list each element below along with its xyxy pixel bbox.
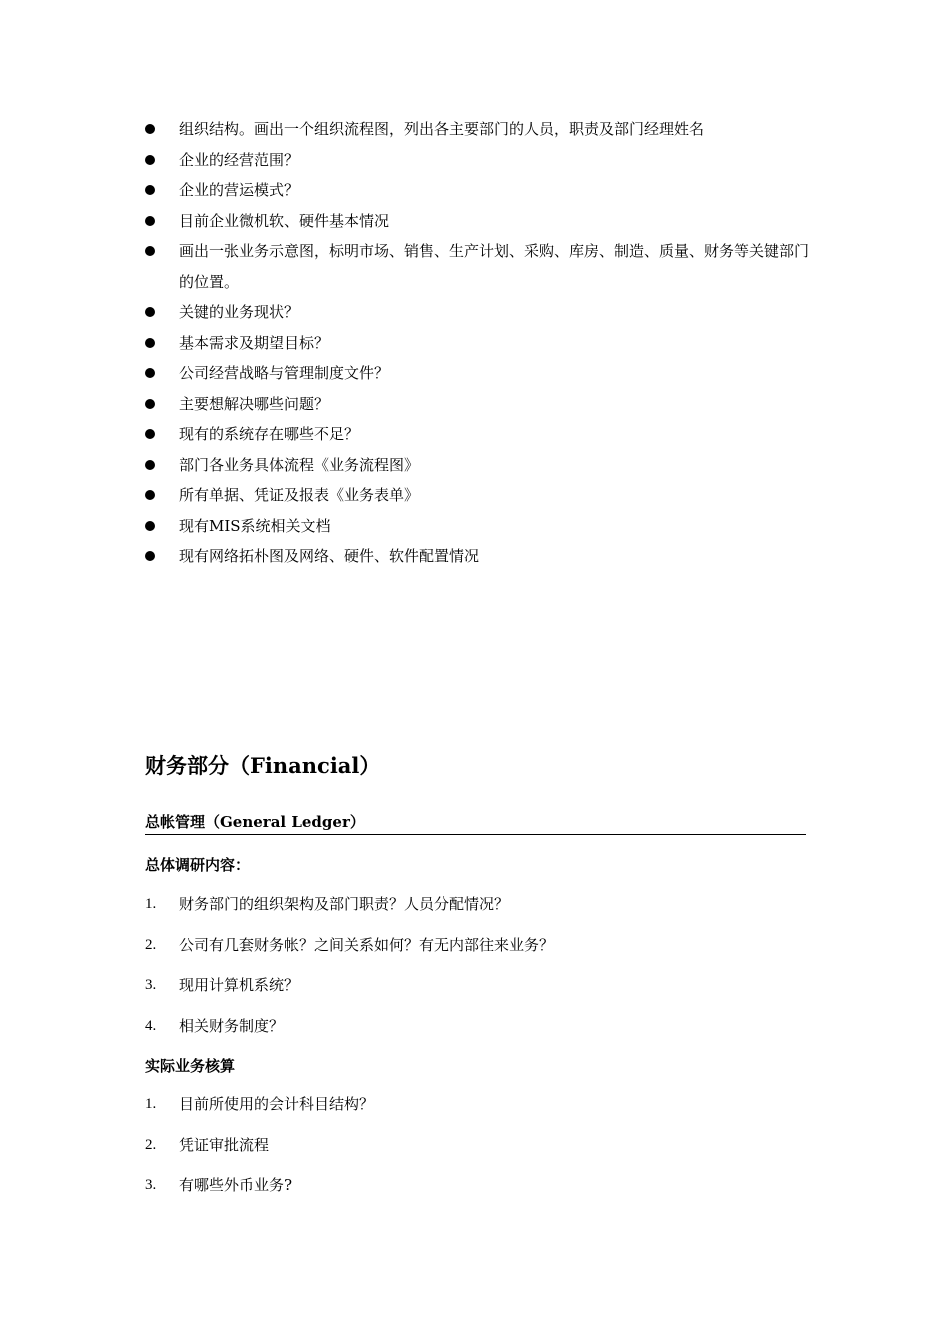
item-number: 3. <box>145 1177 157 1193</box>
overall-numbered-list <box>145 892 810 1054</box>
list-item: 基本需求及期望目标？ <box>145 328 810 359</box>
bullet-dot-icon <box>145 460 155 470</box>
accounting-numbered-list <box>145 1092 810 1214</box>
bullet-dot-icon <box>145 155 155 165</box>
item-number: 1. <box>145 896 157 912</box>
list-item: 部门各业务具体流程《业务流程图》 <box>145 450 810 481</box>
list-item: 画出一张业务示意图，标明市场、销售、生产计划、采购、库房、制造、质量、财务等关键部门的位置。 <box>145 236 810 297</box>
list-item <box>145 1133 810 1174</box>
bullet-dot-icon <box>145 551 155 561</box>
list-item <box>145 892 810 933</box>
subsection-title: 总帐管理（General Ledger） <box>145 810 806 835</box>
bullet-dot-icon <box>145 490 155 500</box>
bullet-dot-icon <box>145 185 155 195</box>
list-item: 主要想解决哪些问题？ <box>145 389 810 420</box>
bullet-dot-icon <box>145 338 155 348</box>
list-item <box>145 1173 810 1214</box>
list-item <box>145 1092 810 1133</box>
item-number: 2. <box>145 936 157 953</box>
item-number: 3. <box>145 977 157 993</box>
bullet-dot-icon <box>145 399 155 409</box>
item-number: 4. <box>145 1017 157 1034</box>
bullet-dot-icon <box>145 246 155 256</box>
list-item: 现有网络拓朴图及网络、硬件、软件配置情况 <box>145 541 810 572</box>
requirements-bullet-list <box>145 114 810 572</box>
bullet-dot-icon <box>145 368 155 378</box>
list-item: 所有单据、凭证及报表《业务表单》 <box>145 480 810 511</box>
group-heading-overall: 总体调研内容： <box>145 856 251 874</box>
bullet-dot-icon <box>145 521 155 531</box>
item-text: 现用计算机系统？ <box>179 976 300 994</box>
section-title: 财务部分（Financial） <box>145 753 381 778</box>
group-heading-accounting: 实际业务核算 <box>145 1057 236 1075</box>
list-item: 现有MIS系统相关文档 <box>145 511 810 542</box>
bullet-dot-icon <box>145 429 155 439</box>
item-text: 财务部门的组织架构及部门职责？人员分配情况？ <box>179 895 510 913</box>
list-item: 企业的经营范围？ <box>145 145 810 176</box>
bullet-dot-icon <box>145 216 155 226</box>
bullet-dot-icon <box>145 124 155 134</box>
bullet-dot-icon <box>145 307 155 317</box>
item-text: 目前所使用的会计科目结构？ <box>179 1095 375 1113</box>
item-text: 凭证审批流程 <box>179 1135 270 1154</box>
item-text: 相关财务制度？ <box>179 1016 285 1035</box>
item-number: 1. <box>145 1096 157 1112</box>
list-item: 关键的业务现状？ <box>145 297 810 328</box>
list-item <box>145 1014 810 1055</box>
list-item: 目前企业微机软、硬件基本情况 <box>145 206 810 237</box>
item-text: 公司有几套财务帐？之间关系如何？有无内部往来业务？ <box>179 935 555 954</box>
item-number: 2. <box>145 1136 157 1153</box>
list-item: 组织结构。画出一个组织流程图，列出各主要部门的人员，职责及部门经理姓名 <box>145 114 810 145</box>
list-item: 现有的系统存在哪些不足？ <box>145 419 810 450</box>
item-text: 有哪些外币业务? <box>179 1176 293 1194</box>
list-item: 企业的营运模式？ <box>145 175 810 206</box>
list-item: 公司经营战略与管理制度文件？ <box>145 358 810 389</box>
list-item <box>145 933 810 974</box>
list-item <box>145 973 810 1014</box>
